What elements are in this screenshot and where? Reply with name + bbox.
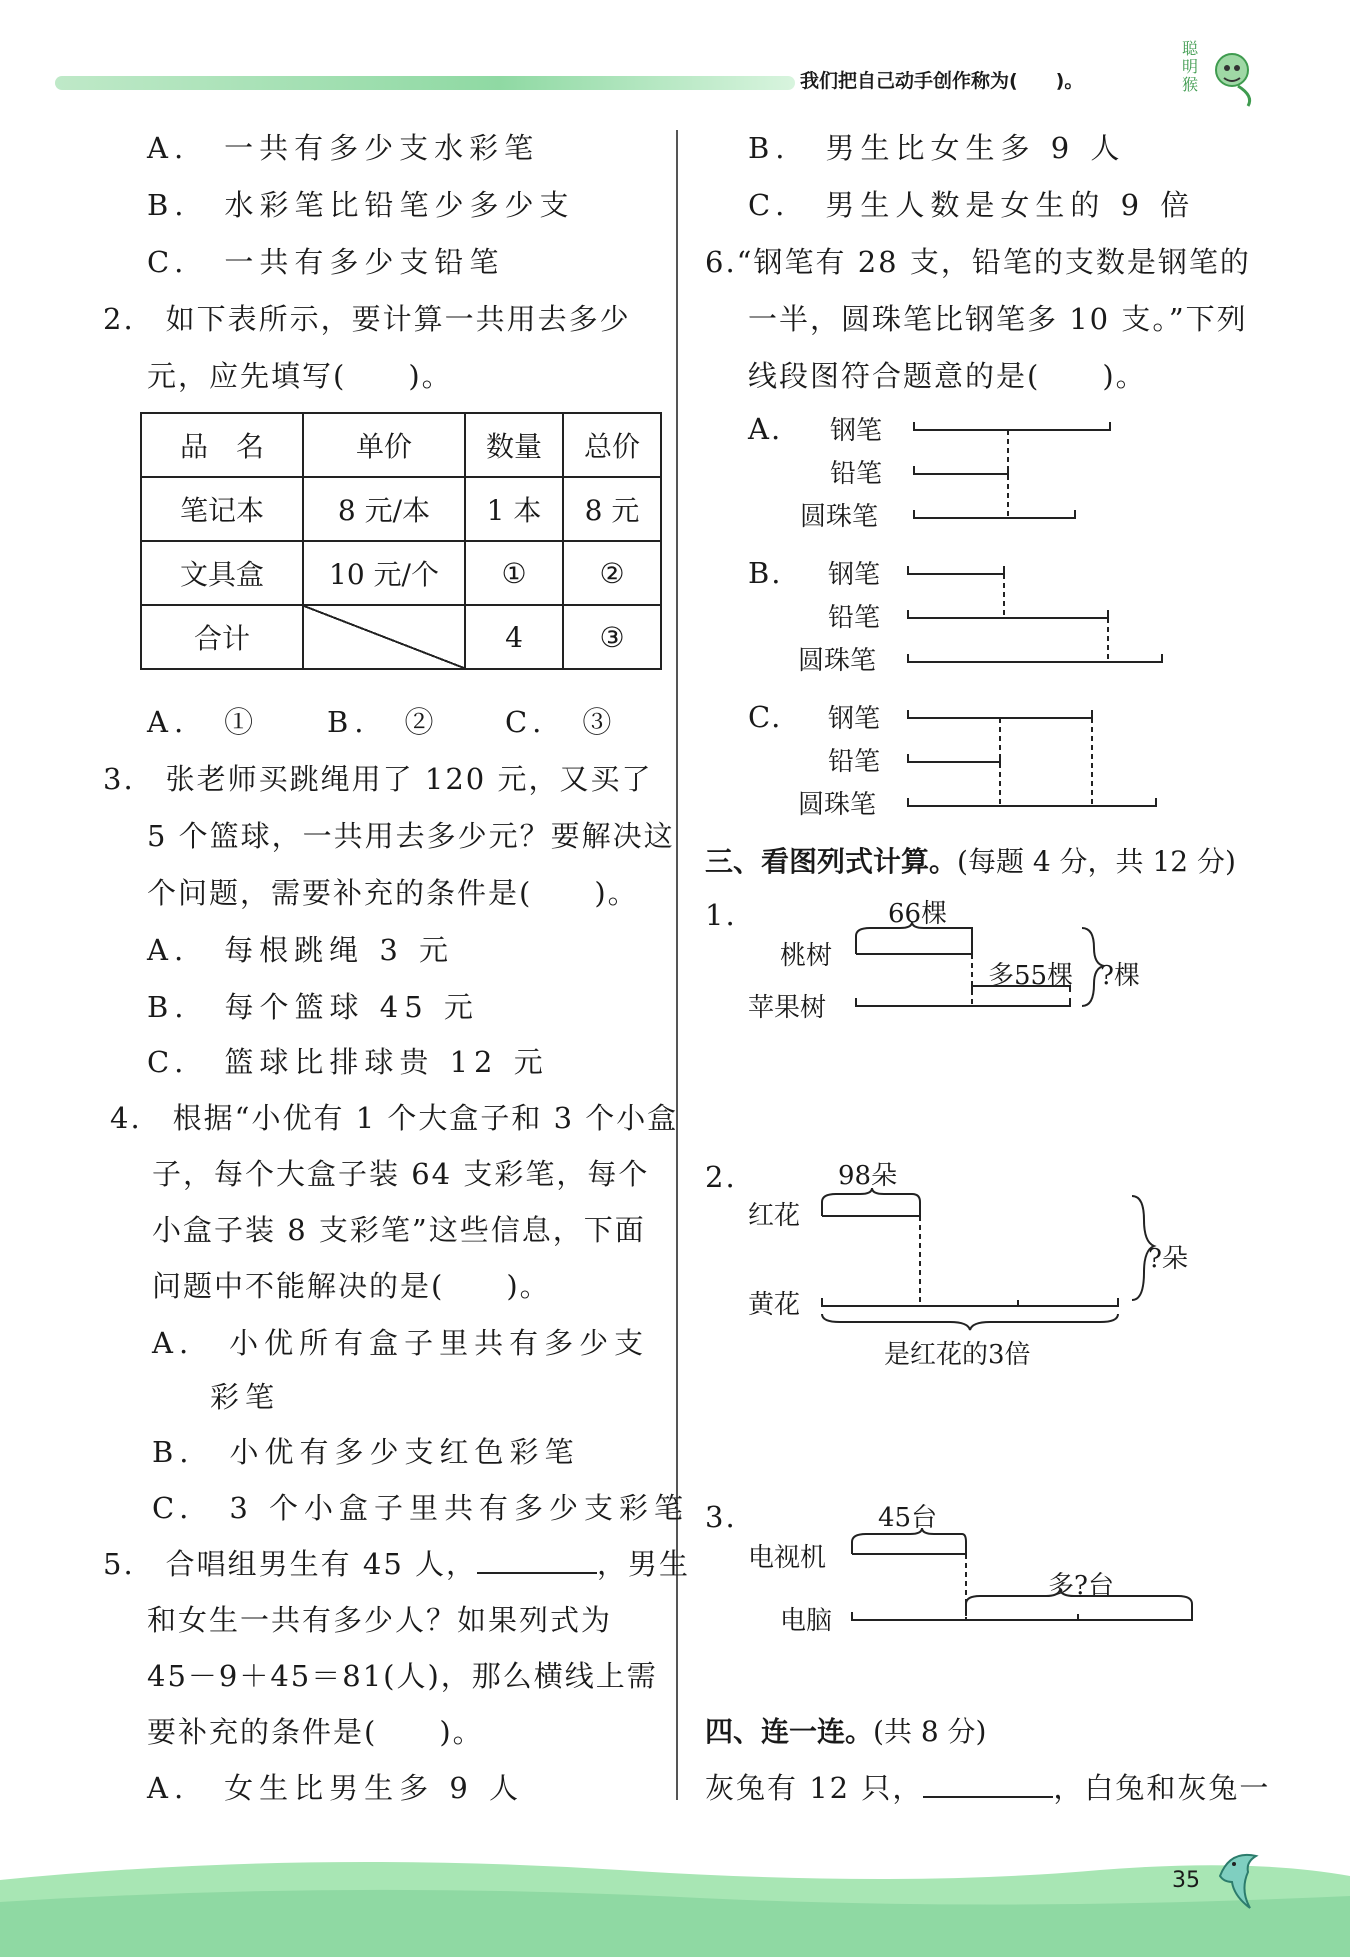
p1-row1-label: 桃树 <box>780 941 833 971</box>
q3-line1: 3. 张老师买跳绳用了 120 元，又买了 <box>103 762 653 796</box>
q6a-label-pencil: 铅笔 <box>830 459 883 489</box>
q5-option-c: C. 男生人数是女生的 9 倍 <box>748 188 1196 222</box>
q6-diagram-b <box>900 554 1180 674</box>
q2-option-a: A. ① <box>147 705 260 739</box>
p2-row2-label: 黄花 <box>748 1290 801 1320</box>
q2-line1: 2. 如下表所示，要计算一共用去多少 <box>103 302 631 336</box>
footer-wave <box>0 1840 1350 1957</box>
q6-option-c-letter: C. <box>748 700 783 734</box>
q6b-label-ballpen: 圆珠笔 <box>798 646 877 676</box>
table-cell: 1 本 <box>465 477 563 541</box>
q5-answer-blank[interactable] <box>477 1572 597 1574</box>
p3-diagram <box>840 1520 1200 1640</box>
q3-line2: 5 个篮球，一共用去多少元？要解决这 <box>147 819 675 853</box>
q5-option-a: A. 女生比男生多 9 人 <box>147 1771 525 1805</box>
p3-more-label: 多?台 <box>1048 1571 1114 1601</box>
q6b-label-pencil: 铅笔 <box>828 603 881 633</box>
p2-diagram <box>800 1180 1160 1340</box>
q1-option-b: B. 水彩笔比铅笔少多少支 <box>147 188 575 222</box>
table-cell: 4 <box>465 605 563 669</box>
table-row <box>141 605 661 669</box>
p1-diagram <box>850 920 1100 1020</box>
table-row <box>141 477 661 541</box>
q5-option-b: B. 男生比女生多 9 人 <box>748 131 1126 165</box>
p2-row1-label: 红花 <box>748 1201 801 1231</box>
header-band <box>55 76 795 90</box>
table-cell: 8 元 <box>563 477 661 541</box>
price-table <box>140 412 662 670</box>
table-cell: ③ <box>563 605 661 669</box>
q4-option-c: C. 3 个小盒子里共有多少支彩笔 <box>152 1491 690 1525</box>
table-cell: ① <box>465 541 563 605</box>
q2-option-b: B. ② <box>327 705 440 739</box>
q6a-label-ballpen: 圆珠笔 <box>800 502 879 532</box>
q6-option-b-letter: B. <box>748 556 783 590</box>
page-number: 35 <box>1172 1868 1200 1893</box>
table-header: 单价 <box>303 413 465 477</box>
q2-line2: 元，应先填写( )。 <box>147 359 453 393</box>
q6a-label-pen: 钢笔 <box>830 416 883 446</box>
p1-number: 1. <box>705 898 737 932</box>
section-3-note: (每题 4 分，共 12 分) <box>957 845 1236 878</box>
q4-line3: 小盒子装 8 支彩笔”这些信息，下面 <box>152 1213 646 1247</box>
q5-line4: 要补充的条件是( )。 <box>147 1715 484 1749</box>
q6c-label-pencil: 铅笔 <box>828 747 881 777</box>
q1-option-c: C. 一共有多少支铅笔 <box>147 245 505 279</box>
section-4-title <box>705 1710 986 1750</box>
header-text: 我们把自己动手创作称为( )。 <box>800 70 1084 92</box>
p2-top-label: 98朵 <box>838 1161 898 1191</box>
q6-diagram-a <box>900 410 1120 530</box>
table-cell: 合计 <box>141 605 303 669</box>
last-text-a: 灰兔有 12 只， <box>705 1771 924 1805</box>
q6-line2: 一半，圆珠笔比钢笔多 10 支。”下列 <box>748 302 1248 336</box>
q6-option-a-letter: A. <box>748 412 783 446</box>
logo-text: 聪明猴 <box>1182 39 1199 94</box>
table-cell: 文具盒 <box>141 541 303 605</box>
p1-question-label: ?棵 <box>1100 961 1140 991</box>
q5-line1 <box>103 1542 690 1583</box>
q4-line1: 4. 根据“小优有 1 个大盒子和 3 个小盒 <box>110 1101 679 1135</box>
q3-option-b: B. 每个篮球 45 元 <box>147 990 479 1024</box>
q4-option-a: A. 小优所有盒子里共有多少支 <box>152 1326 650 1360</box>
q4-option-b: B. 小优有多少支红色彩笔 <box>152 1435 580 1469</box>
p3-row2-label: 电脑 <box>780 1606 833 1636</box>
p2-number: 2. <box>705 1160 737 1194</box>
q5-line2: 和女生一共有多少人？如果列式为 <box>147 1603 613 1637</box>
p3-number: 3. <box>705 1500 737 1534</box>
q3-line3: 个问题，需要补充的条件是( )。 <box>147 876 639 910</box>
q6c-label-ballpen: 圆珠笔 <box>798 790 877 820</box>
q4-line4: 问题中不能解决的是( )。 <box>152 1269 551 1303</box>
dolphin-icon <box>1210 1846 1270 1916</box>
p1-top-label: 66棵 <box>888 899 948 929</box>
table-cell: 8 元/本 <box>303 477 465 541</box>
section-4-note: (共 8 分) <box>873 1715 987 1748</box>
q4-line2: 子，每个大盒子装 64 支彩笔，每个 <box>152 1157 650 1191</box>
q6b-label-pen: 钢笔 <box>828 560 881 590</box>
section-4-heading: 四、连一连。 <box>705 1715 874 1748</box>
table-header: 总价 <box>563 413 661 477</box>
last-line <box>705 1766 1270 1807</box>
p2-bottom-label: 是红花的3倍 <box>884 1340 1031 1370</box>
p1-more-label: 多55棵 <box>988 961 1074 991</box>
table-header: 品 名 <box>141 413 303 477</box>
q6-line3: 线段图符合题意的是( )。 <box>748 359 1147 393</box>
q3-option-a: A. 每根跳绳 3 元 <box>147 933 455 967</box>
q6-line1: 6.“钢笔有 28 支，铅笔的支数是钢笔的 <box>705 245 1251 279</box>
q5-text-a: 5. 合唱组男生有 45 人， <box>103 1547 478 1581</box>
q3-option-c: C. 篮球比排球贵 12 元 <box>147 1045 549 1079</box>
q5-text-b: ，男生 <box>597 1547 691 1581</box>
p3-top-label: 45台 <box>878 1503 938 1533</box>
p3-row1-label: 电视机 <box>748 1543 827 1573</box>
table-cell: ② <box>563 541 661 605</box>
q6-diagram-c <box>900 698 1180 818</box>
table-cell: 笔记本 <box>141 477 303 541</box>
q5-line3: 45－9＋45＝81(人)，那么横线上需 <box>147 1659 658 1693</box>
q4-option-a-cont: 彩笔 <box>210 1380 281 1414</box>
table-row <box>141 541 661 605</box>
q1-option-a: A. 一共有多少支水彩笔 <box>147 131 540 165</box>
section-3-title <box>705 840 1236 880</box>
p2-question-label: ?朵 <box>1148 1244 1188 1274</box>
p1-row2-label: 苹果树 <box>748 993 827 1023</box>
last-answer-blank[interactable] <box>923 1796 1053 1798</box>
table-cell: 10 元/个 <box>303 541 465 605</box>
table-cell-diagonal <box>303 605 465 669</box>
table-header-row <box>141 413 661 477</box>
table-header: 数量 <box>465 413 563 477</box>
q6c-label-pen: 钢笔 <box>828 704 881 734</box>
q2-option-c: C. ③ <box>505 705 618 739</box>
section-3-heading: 三、看图列式计算。 <box>705 845 958 878</box>
last-text-b: ，白兔和灰兔一 <box>1053 1771 1271 1805</box>
